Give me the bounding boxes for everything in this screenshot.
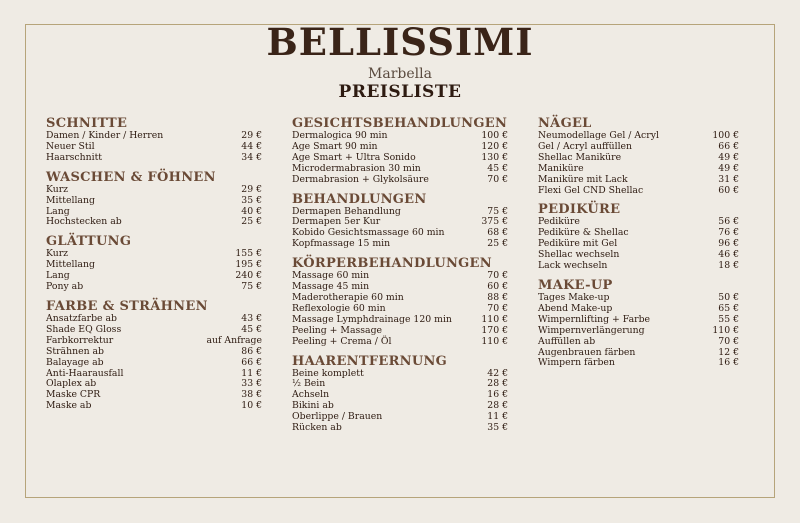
service-name: Reflexologie 60 min [292, 302, 386, 314]
service-price: 11 € [241, 367, 262, 379]
service-name: Lang [46, 205, 70, 217]
service-name: Pony ab [46, 281, 84, 293]
service-name: Lack wechseln [538, 260, 608, 272]
service-name: Kopfmassage 15 min [292, 238, 391, 250]
section-title: MAKE-UP [538, 277, 613, 293]
service-name: Rücken ab [292, 422, 342, 434]
service-name: Pediküre [538, 216, 580, 228]
price-row [292, 164, 508, 175]
service-price: 75 € [487, 205, 508, 217]
service-price: 40 € [241, 205, 262, 217]
section-title: KÖRPERBEHANDLUNGEN [292, 256, 492, 272]
service-name: Massage 45 min [292, 281, 370, 293]
service-name: Lang [46, 270, 70, 282]
service-price: 29 € [241, 183, 262, 195]
price-row [538, 358, 739, 369]
service-name: Ansatzfarbe ab [46, 312, 117, 324]
service-price: 55 € [718, 313, 739, 325]
section-title: HAARENTFERNUNG [292, 353, 448, 369]
service-price: 110 € [481, 335, 508, 347]
service-name: Auffüllen ab [538, 335, 596, 347]
service-name: Kobido Gesichtsmassage 60 min [292, 227, 445, 239]
service-name: Shellac wechseln [538, 249, 620, 261]
service-price: 16 € [487, 389, 508, 401]
service-price: 70 € [487, 302, 508, 314]
price-section [46, 234, 262, 293]
service-name: Dermapen 5er Kur [292, 216, 381, 228]
service-price: 33 € [241, 378, 262, 390]
service-price: 11 € [487, 411, 508, 423]
service-name: Flexi Gel CND Shellac [538, 184, 644, 196]
service-price: 42 € [487, 367, 508, 379]
service-price: 66 € [718, 140, 739, 152]
price-row [46, 153, 262, 164]
price-section [292, 192, 508, 251]
salon-name: BELLISSIMI [266, 20, 534, 64]
price-row [292, 239, 508, 250]
service-name: Maderotherapie 60 min [292, 291, 404, 303]
service-name: Abend Make-up [538, 302, 613, 314]
price-row [46, 260, 262, 271]
price-list-heading: PREISLISTE [338, 82, 462, 102]
service-name: Strähnen ab [46, 345, 105, 357]
section-title: NÄGEL [538, 116, 592, 131]
service-price: 10 € [241, 400, 262, 412]
price-section [538, 116, 739, 196]
service-name: Olaplex ab [46, 378, 97, 390]
service-price: 45 € [241, 323, 262, 335]
section-title: GESICHTSBEHANDLUNGEN [292, 116, 508, 131]
service-name: Hochstecken ab [46, 216, 122, 228]
service-name: Wimpernlifting + Farbe [538, 313, 651, 325]
service-price: 100 € [481, 130, 508, 141]
service-price: 88 € [487, 291, 508, 303]
service-name: Mittellang [46, 259, 95, 271]
service-price: 110 € [481, 313, 508, 325]
service-name: Dermalogica 90 min [292, 130, 388, 141]
service-price: 86 € [241, 345, 262, 357]
service-price: 46 € [718, 249, 739, 261]
service-name: Damen / Kinder / Herren [46, 130, 164, 141]
service-price: 76 € [718, 227, 739, 239]
service-price: 49 € [718, 162, 739, 174]
service-name: Maniküre mit Lack [538, 173, 628, 185]
service-price: 28 € [487, 400, 508, 412]
service-name: Neumodellage Gel / Acryl [538, 130, 659, 141]
service-name: Wimpern färben [538, 357, 615, 369]
service-name: ½ Bein [292, 378, 326, 390]
service-name: Wimpernverlängerung [538, 324, 645, 336]
service-price: 110 € [712, 324, 739, 336]
service-name: Age Smart + Ultra Sonido [292, 151, 416, 163]
price-row [46, 196, 262, 207]
service-name: Balayage ab [46, 356, 104, 368]
service-price: 70 € [487, 270, 508, 282]
service-name: Haarschnitt [46, 151, 103, 163]
service-price: 49 € [718, 151, 739, 163]
price-section [46, 299, 262, 412]
price-row [538, 164, 739, 175]
service-price: 130 € [481, 151, 508, 163]
service-price: 240 € [235, 270, 262, 282]
price-row [538, 175, 739, 186]
service-price: 45 € [487, 162, 508, 174]
service-name: Anti-Haarausfall [46, 367, 124, 379]
service-name: Shellac Maniküre [538, 151, 622, 163]
service-name: Mittellang [46, 194, 95, 206]
section-title: SCHNITTE [46, 116, 128, 131]
section-title: GLÄTTUNG [46, 234, 132, 250]
price-section [538, 278, 739, 369]
price-row [538, 261, 739, 272]
price-row [46, 217, 262, 228]
service-price: 375 € [481, 216, 508, 228]
service-price: 70 € [487, 173, 508, 185]
service-name: Pediküre mit Gel [538, 238, 618, 250]
service-price: 44 € [241, 140, 262, 152]
section-title: WASCHEN & FÖHNEN [46, 169, 216, 185]
service-name: Dermabrasion + Glykolsäure [292, 173, 429, 185]
service-price: 70 € [718, 335, 739, 347]
service-price: 31 € [718, 173, 739, 185]
price-column-2 [292, 116, 508, 440]
service-price: 28 € [487, 378, 508, 390]
service-price: 66 € [241, 356, 262, 368]
price-row [538, 326, 739, 337]
price-row [292, 337, 508, 348]
salon-location: Marbella [368, 66, 432, 82]
service-name: Massage 60 min [292, 270, 370, 282]
service-price: 25 € [241, 216, 262, 228]
service-price: 12 € [718, 346, 739, 358]
price-section [538, 202, 739, 272]
service-name: Kurz [46, 248, 69, 260]
service-name: Neuer Stil [46, 140, 95, 152]
service-name: Oberlippe / Brauen [292, 411, 383, 423]
service-name: Beine komplett [292, 367, 364, 379]
service-name: Dermapen Behandlung [292, 205, 401, 217]
service-price: 60 € [718, 184, 739, 196]
price-row [292, 175, 508, 186]
service-price: 25 € [487, 238, 508, 250]
service-price: 155 € [235, 248, 262, 260]
service-price: 100 € [712, 130, 739, 141]
price-section [292, 256, 508, 347]
service-name: Maniküre [538, 162, 584, 174]
price-row [46, 401, 262, 412]
service-name: Bikini ab [292, 400, 334, 412]
price-section [46, 170, 262, 229]
service-price: 68 € [487, 227, 508, 239]
price-row [46, 282, 262, 293]
price-row [46, 358, 262, 369]
service-price: 96 € [718, 238, 739, 250]
service-name: Augenbrauen färben [538, 346, 636, 358]
service-name: Peeling + Massage [292, 324, 383, 336]
service-name: Maske ab [46, 400, 92, 412]
service-name: Shade EQ Gloss [46, 323, 122, 335]
section-title: BEHANDLUNGEN [292, 191, 427, 207]
price-row [292, 326, 508, 337]
price-section [292, 116, 508, 186]
service-price: 29 € [241, 130, 262, 141]
service-price: 43 € [241, 312, 262, 324]
service-name: Age Smart 90 min [292, 140, 378, 152]
price-column-1 [46, 116, 262, 418]
service-name: Gel / Acryl auffüllen [538, 140, 633, 152]
service-name: Massage Lymphdrainage 120 min [292, 313, 452, 325]
price-column-3 [538, 116, 739, 375]
service-name: Kurz [46, 183, 69, 195]
service-name: Microdermabrasion 30 min [292, 162, 421, 174]
price-row [292, 423, 508, 434]
service-price: 35 € [241, 194, 262, 206]
service-price: 60 € [487, 281, 508, 293]
section-title: FARBE & STRÄHNEN [46, 298, 208, 314]
service-price: 50 € [718, 291, 739, 303]
service-price: 56 € [718, 216, 739, 228]
price-section [292, 354, 508, 434]
service-price: 65 € [718, 302, 739, 314]
service-price: 75 € [241, 281, 262, 293]
section-title: PEDIKÜRE [538, 202, 621, 218]
service-name: Maske CPR [46, 389, 101, 401]
price-section [46, 116, 262, 164]
service-name: Farbkorrektur [46, 334, 114, 346]
price-row [538, 337, 739, 348]
service-name: Peeling + Crema / Öl [292, 335, 392, 347]
service-name: Pediküre & Shellac [538, 227, 629, 239]
price-row [538, 186, 739, 197]
service-price: auf Anfrage [206, 334, 262, 346]
service-price: 18 € [718, 260, 739, 272]
price-row [46, 347, 262, 358]
service-name: Achseln [292, 389, 330, 401]
service-price: 120 € [481, 140, 508, 152]
service-price: 16 € [718, 357, 739, 369]
service-name: Tages Make-up [538, 291, 610, 303]
service-price: 195 € [235, 259, 262, 271]
service-price: 34 € [241, 151, 262, 163]
service-price: 35 € [487, 422, 508, 434]
price-row [46, 185, 262, 196]
service-price: 38 € [241, 389, 262, 401]
service-price: 170 € [481, 324, 508, 336]
